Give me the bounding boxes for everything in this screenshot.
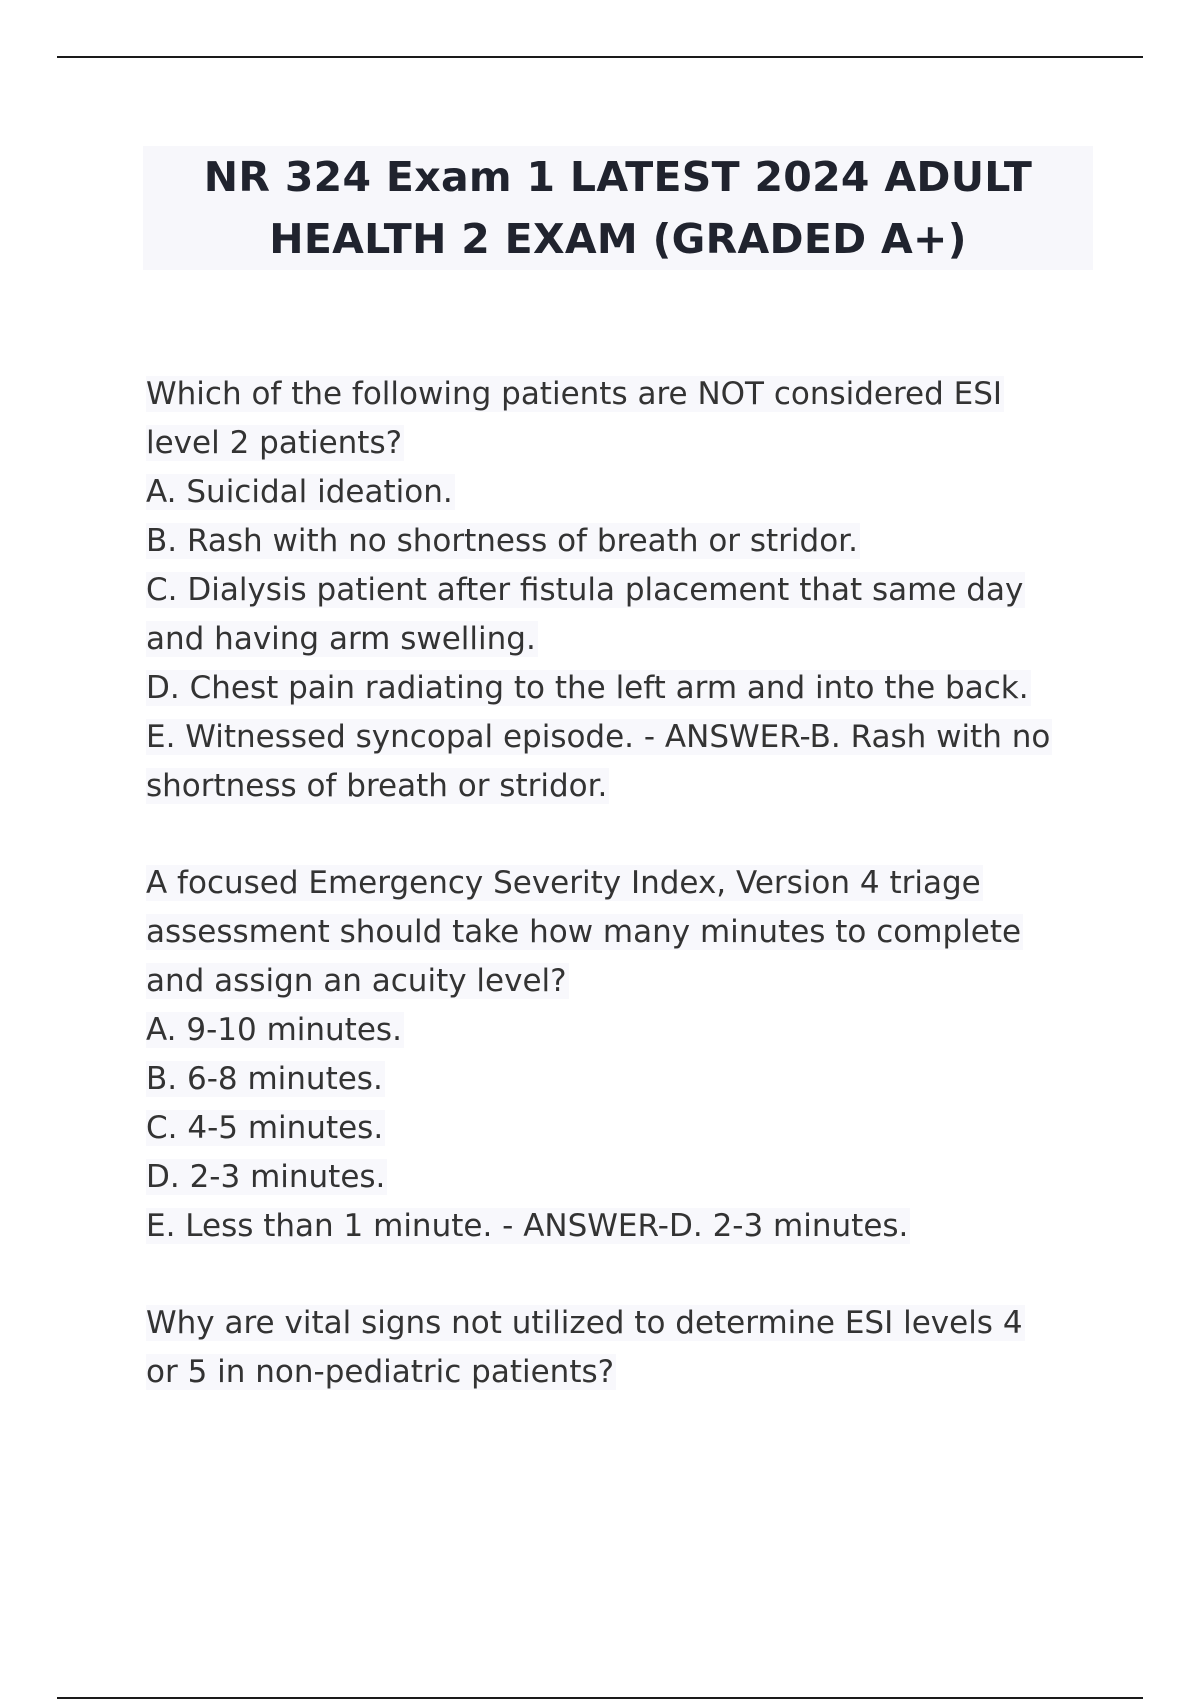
text-span: A. 9-10 minutes.: [146, 1012, 402, 1048]
option-line: [146, 1153, 1126, 1202]
option-line: [146, 517, 1126, 566]
text-span: E. Witnessed syncopal episode. - ANSWER-B. Rash with no: [146, 719, 1051, 755]
text-span: A focused Emergency Severity Index, Version 4 triage: [146, 865, 981, 901]
text-span: level 2 patients?: [146, 425, 403, 461]
question-line: [146, 908, 1126, 957]
answer-line: [146, 762, 1126, 811]
text-span: D. 2-3 minutes.: [146, 1159, 386, 1195]
option-line: [146, 468, 1126, 517]
answer-line: [146, 1202, 1126, 1251]
answer-line: [146, 713, 1126, 762]
text-span: Why are vital signs not utilized to determine ESI levels 4: [146, 1305, 1023, 1341]
option-line: [146, 1006, 1126, 1055]
document-title: [143, 146, 1093, 270]
text-span: A. Suicidal ideation.: [146, 474, 453, 510]
text-span: Which of the following patients are NOT considered ESI: [146, 376, 1003, 412]
question-line: [146, 859, 1126, 908]
document-body: [146, 370, 1126, 1445]
text-span: B. 6-8 minutes.: [146, 1061, 383, 1097]
question-1: [146, 370, 1126, 811]
option-line: [146, 566, 1126, 615]
text-span: B. Rash with no shortness of breath or stridor.: [146, 523, 858, 559]
question-line: [146, 1299, 1126, 1348]
footer-rule: [57, 1697, 1143, 1699]
text-span: and having arm swelling.: [146, 621, 536, 657]
text-span: shortness of breath or stridor.: [146, 768, 608, 804]
question-line: [146, 957, 1126, 1006]
header-rule: [57, 56, 1143, 58]
text-span: C. 4-5 minutes.: [146, 1110, 384, 1146]
text-span: or 5 in non-pediatric patients?: [146, 1354, 615, 1390]
question-line: [146, 419, 1126, 468]
text-span: D. Chest pain radiating to the left arm and into the back.: [146, 670, 1029, 706]
text-span: assessment should take how many minutes to complete: [146, 914, 1022, 950]
question-2: [146, 859, 1126, 1251]
option-line: [146, 664, 1126, 713]
option-line: [146, 1055, 1126, 1104]
option-line: [146, 1104, 1126, 1153]
question-3: [146, 1299, 1126, 1397]
text-span: and assign an acuity level?: [146, 963, 567, 999]
title-line-2: HEALTH 2 EXAM (GRADED A+): [269, 215, 967, 263]
question-line: [146, 1348, 1126, 1397]
option-line: [146, 615, 1126, 664]
text-span: E. Less than 1 minute. - ANSWER-D. 2-3 minutes.: [146, 1208, 909, 1244]
title-line-1: NR 324 Exam 1 LATEST 2024 ADULT: [203, 153, 1033, 201]
question-line: [146, 370, 1126, 419]
text-span: C. Dialysis patient after fistula placement that same day: [146, 572, 1024, 608]
